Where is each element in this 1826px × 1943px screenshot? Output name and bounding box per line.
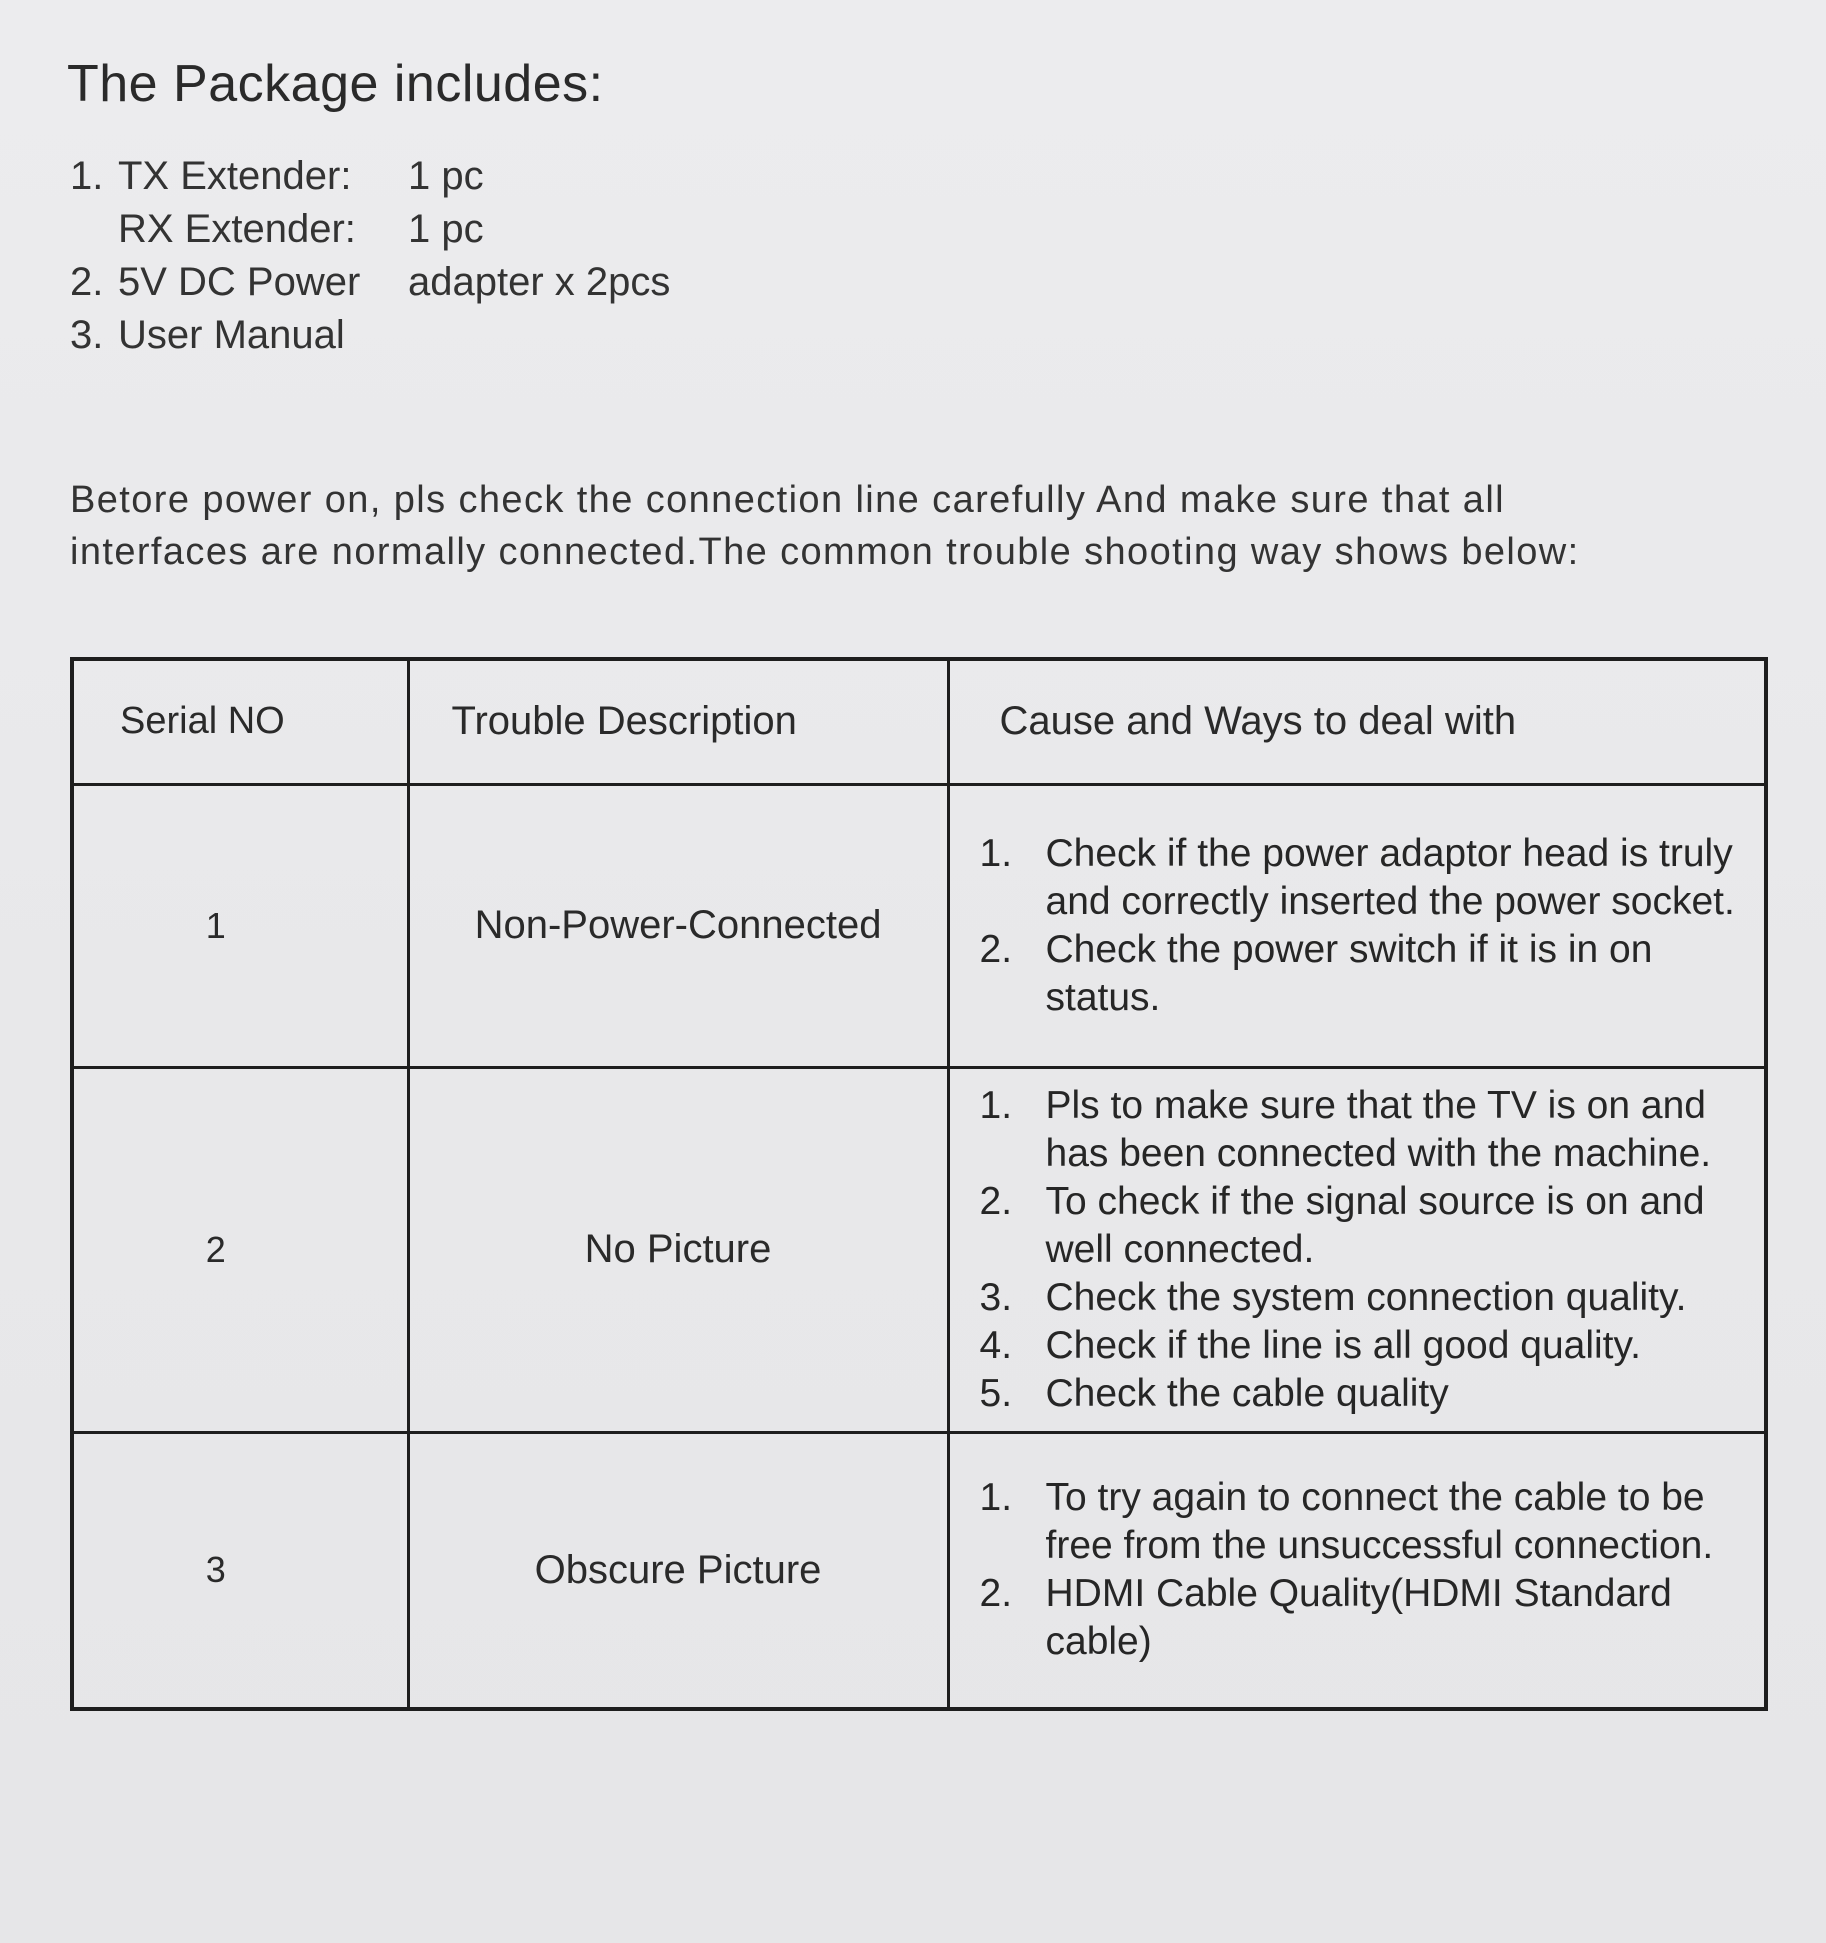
package-item (70, 256, 670, 309)
package-item (70, 203, 670, 256)
cause-item-text: To check if the signal source is on and well connected. (1045, 1179, 1705, 1271)
table-row (72, 784, 1766, 1067)
package-item-name: RX Extender: (118, 207, 356, 251)
cause-item (980, 926, 1761, 1022)
troubleshooting-table (70, 657, 1768, 1711)
cause-list (980, 830, 1761, 1022)
cause-item-text: Check the cable quality (1045, 1371, 1449, 1415)
header-serial-no: Serial NO (72, 659, 408, 784)
table-row (72, 1432, 1766, 1709)
cause-cell (948, 1432, 1766, 1709)
package-item-number (70, 203, 118, 256)
cause-cell (948, 784, 1766, 1067)
cause-list (980, 1474, 1761, 1666)
cause-item-text: HDMI Cable Quality(HDMI Standard cable) (1045, 1572, 1672, 1664)
notice-line-2: interfaces are normally connected.The common trouble shooting way shows below: (70, 531, 1580, 573)
cause-item (980, 830, 1761, 926)
cause-list (980, 1082, 1761, 1418)
package-item-name: User Manual (118, 313, 345, 357)
package-item-quantity: 1 pc (408, 154, 484, 198)
cause-item-number: 2. (979, 927, 1013, 971)
cause-item (980, 1570, 1761, 1666)
notice-line-1: Betore power on, pls check the connection line carefully And make sure that all (70, 479, 1506, 521)
table-header-row (72, 659, 1766, 784)
package-item-quantity: adapter x 2pcs (408, 260, 671, 304)
package-item-quantity: 1 pc (408, 207, 484, 251)
cause-item-number: 4. (979, 1323, 1013, 1367)
trouble-cell: Non-Power-Connected (408, 784, 948, 1067)
cause-cell (948, 1067, 1766, 1432)
header-trouble-description: Trouble Description (408, 659, 948, 784)
cause-item-number: 1. (979, 831, 1013, 875)
cause-item-text: Check the system connection quality. (1045, 1275, 1687, 1319)
cause-item-text: Check if the line is all good quality. (1045, 1323, 1641, 1367)
cause-item-number: 2. (979, 1572, 1013, 1616)
table-row (72, 1067, 1766, 1432)
cause-item (980, 1322, 1761, 1370)
header-cause-and-ways: Cause and Ways to deal with (948, 659, 1766, 784)
package-item (70, 309, 670, 362)
cause-item-text: Check the power switch if it is in on status. (1045, 927, 1653, 1019)
cause-item (980, 1370, 1761, 1418)
package-list (70, 150, 670, 362)
serial-cell: 1 (72, 784, 408, 1067)
package-heading: The Package includes: (67, 55, 604, 113)
cause-item (980, 1178, 1761, 1274)
trouble-cell: No Picture (408, 1067, 948, 1432)
serial-cell: 2 (72, 1067, 408, 1432)
cause-item-text: Pls to make sure that the TV is on and has been connected with the machine. (1045, 1083, 1712, 1175)
package-item-number: 1. (70, 154, 104, 198)
cause-item (980, 1474, 1761, 1570)
package-item-name: TX Extender: (118, 154, 352, 198)
cause-item-number: 3. (979, 1275, 1013, 1319)
package-item-name: 5V DC Power (118, 260, 361, 304)
troubleshooting-table-wrapper (70, 657, 1768, 1711)
cause-item-text: Check if the power adaptor head is truly and correctly inserted the power socket. (1045, 831, 1735, 923)
power-on-notice (70, 474, 1770, 578)
cause-item-number: 5. (979, 1371, 1013, 1415)
cause-item-number: 2. (979, 1179, 1013, 1223)
cause-item-number: 1. (979, 1476, 1013, 1520)
cause-item (980, 1082, 1761, 1178)
cause-item (980, 1274, 1761, 1322)
cause-item-number: 1. (979, 1083, 1013, 1127)
package-item-number: 2. (70, 260, 104, 304)
package-item-number: 3. (70, 313, 104, 357)
trouble-cell: Obscure Picture (408, 1432, 948, 1709)
cause-item-text: To try again to connect the cable to be free from the unsuccessful connection. (1045, 1476, 1714, 1568)
serial-cell: 3 (72, 1432, 408, 1709)
package-item (70, 150, 670, 203)
